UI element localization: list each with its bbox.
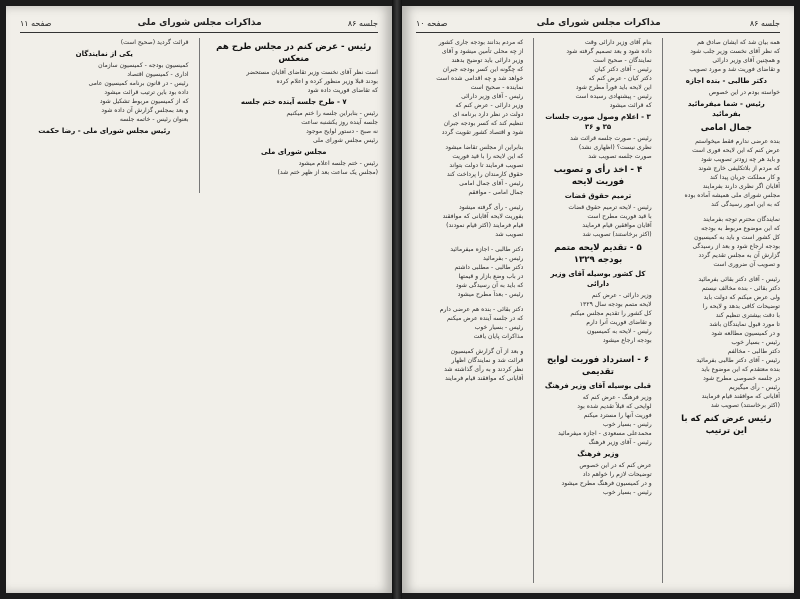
text-line: نه صبح - دستور لوایح موجود bbox=[306, 128, 378, 135]
text-line: رئیس - پیشنهادی رسیده است bbox=[575, 93, 652, 100]
section-subheading: مجلس شورای ملی bbox=[261, 148, 327, 156]
text-line: که نظر آقای نخست وزیر جلب شود bbox=[690, 48, 780, 55]
text-line: قرائت گردید (صحیح است) bbox=[120, 39, 189, 46]
text-line: رئیس - آقای جمال امامی bbox=[459, 180, 524, 187]
text-line: رئیس - صورت جلسه قرائت شد bbox=[570, 135, 652, 142]
text-line: (اکثر برخاستند) تصویب شد bbox=[710, 402, 780, 409]
text-line: که این موضوع مربوط به بودجه bbox=[701, 225, 780, 232]
text-line: وزیر دارائی - عرض کنم bbox=[591, 292, 652, 299]
text-line: رئیس - رأی گرفته میشود bbox=[459, 204, 524, 211]
text-line: حقوق کارمندان را پرداخت کند bbox=[446, 171, 524, 178]
text-line: نمایندگان - صحیح است bbox=[592, 57, 652, 64]
text-line: شود و اقتصاد کشور تقویت گردد bbox=[441, 129, 524, 136]
column-divider bbox=[199, 38, 200, 193]
section-subheading: دکتر طالبی - بنده اجازه bbox=[685, 77, 767, 85]
header-page-label: جلسه ۸۶ bbox=[347, 18, 378, 28]
text-line: بودند قبلا وزیر منظور کرده و اعلام کرده bbox=[276, 78, 378, 85]
right-page-columns bbox=[416, 38, 780, 583]
text-line: وزیر فرهنگ - عرض کنم که bbox=[582, 394, 652, 401]
section-subheading: ۳ - اعلام وصول صورت جلسات ۳۵ و ۳۶ bbox=[545, 113, 651, 131]
text-line: در باب وضع بازار و قیمتها bbox=[458, 273, 524, 280]
text-line: رئیس - بنابراین جلسه را ختم میکنیم bbox=[286, 110, 378, 117]
text-line: تصویب فرمایند تا دولت بتواند bbox=[449, 162, 524, 169]
section-subheading: کل کشور بوسیله آقای وزیر دارائی bbox=[550, 270, 646, 288]
text-line: نماینده - صحیح است bbox=[470, 84, 524, 91]
text-line: محمدعلی مسعودی - اجازه میفرمائید bbox=[557, 430, 652, 437]
text-line: و باید هر چه زودتر تصویب شود bbox=[700, 156, 780, 163]
text-line: رئیس - بسیار خوب bbox=[731, 339, 780, 346]
text-line: داده شود و بعد تصمیم گرفته شود bbox=[566, 48, 652, 55]
text-line: رئیس - بفرمائید bbox=[483, 255, 524, 262]
text-line: قرائت شد و نمایندگان اظهار bbox=[451, 357, 524, 364]
text-line: آقایانی که موافقند قیام فرمایند bbox=[444, 375, 524, 382]
text-line: نمایندگان محترم توجه بفرمایند bbox=[703, 216, 780, 223]
text-line: مذاکرات پایان یافت bbox=[473, 333, 524, 340]
text-line: که قرائت میشود bbox=[609, 102, 652, 109]
text-line: دکتر طالبی - اجازه میفرمائید bbox=[450, 246, 524, 253]
text-line: لوایحی که قبلاً تقدیم شده بود bbox=[577, 403, 652, 410]
text-line: با قید فوریت مطرح است bbox=[587, 213, 652, 220]
text-line: دکتر طالبی - مخالفم bbox=[727, 348, 780, 355]
text-line: عرض کنم که این لایحه فوری است bbox=[692, 147, 780, 154]
text-line: کل کشور را تقدیم مجلس میکنم bbox=[570, 310, 652, 317]
text-line: توضیحات لازم را خواهم داد bbox=[582, 471, 652, 478]
left-page-header bbox=[20, 16, 378, 30]
text-line: که باید به آن رسیدگی شود bbox=[455, 282, 524, 289]
text-line: بنام آقای وزیر دارائی وقت bbox=[584, 39, 652, 46]
section-heading: ۵ - تقدیم لایحه متمم بودجه ۱۳۲۹ bbox=[554, 243, 642, 265]
text-line: و در کمیسیون فرهنگ مطرح میشود bbox=[561, 480, 652, 487]
text-line: بنده معتقدم که این موضوع باید bbox=[701, 366, 780, 373]
text-line: وزیر دارائی باید توضیح بدهند bbox=[451, 57, 524, 64]
text-line: رئیس - در قانون برنامه کمیسیون عامی bbox=[88, 80, 189, 87]
text-line: و بعد از آن گزارش کمیسیون bbox=[450, 348, 524, 355]
text-line: و تصویب آن ضروری است bbox=[713, 261, 780, 268]
text-line: نظری نیست؟ (اظهاری نشد) bbox=[578, 144, 652, 151]
text-line: که چگونه این کسر بودجه جبران bbox=[442, 66, 524, 73]
text-line: مجلس شورای ملی همیشه آماده بوده bbox=[684, 192, 780, 199]
text-line: تنظیم کند که کسر بودجه جبران bbox=[443, 120, 524, 127]
text-line: کمیسیون بودجه - کمیسیون سازمان bbox=[98, 62, 189, 69]
text-line: رئیس - لایحه ترمیم حقوق قضات bbox=[568, 204, 652, 211]
left-page-col-right bbox=[210, 38, 379, 193]
text-line: رئیس - آقای دکتر بقائی بفرمائید bbox=[698, 276, 780, 283]
text-line: لایحه متمم بودجه سال ۱۳۲۹ bbox=[579, 301, 652, 308]
text-line: داده بود باین ترتیب قرائت میشود bbox=[104, 89, 189, 96]
text-line: عرض کنم که در این خصوص bbox=[579, 462, 652, 469]
section-subheading: رئیس - شما میفرمائید بفرمائید bbox=[687, 100, 765, 118]
text-line: بفوریت لایحه آقایانی که موافقند bbox=[442, 213, 524, 220]
section-heading: ۶ - استرداد فوریت لوایح تقدیمی bbox=[546, 355, 650, 377]
text-line: رئیس - بسیار خوب bbox=[474, 324, 524, 331]
text-line: اداری - کمیسیون اقتصاد bbox=[127, 71, 189, 78]
right-page bbox=[402, 6, 794, 593]
section-heading: جمال امامی bbox=[700, 123, 752, 133]
text-line: رئیس - لایحه به کمیسیون bbox=[586, 328, 652, 335]
text-line: آقایان موافقین قیام فرمایند bbox=[582, 222, 652, 229]
text-line: بنابراین از مجلس تقاضا میشود bbox=[445, 144, 524, 151]
left-page bbox=[6, 6, 392, 593]
header-page-label: جلسه ۸۶ bbox=[749, 18, 780, 28]
text-line: دکتر طالبی - مطلبی داشتم bbox=[454, 264, 524, 271]
text-line: که مردم بدانند بودجه جاری کشور bbox=[438, 39, 524, 46]
text-line: صورت جلسه تصویب شد bbox=[588, 153, 652, 160]
text-line: که این لایحه را با قید فوریت bbox=[452, 153, 524, 160]
text-line: وزیر دارائی - عرض کنم که bbox=[455, 102, 524, 109]
text-line: (اکثر برخاستند) تصویب شد bbox=[582, 231, 652, 238]
text-line: جمال امامی - موافقم bbox=[468, 189, 524, 196]
text-line: (مجلس یک ساعت بعد از ظهر ختم شد) bbox=[277, 169, 378, 176]
text-line: رئیس مجلس شورای ملی bbox=[312, 137, 378, 144]
right-page-header bbox=[416, 16, 780, 30]
text-line: بودجه ارجاع میشود bbox=[602, 337, 652, 344]
text-line: و بعد بمجلس گزارش آن داده شود bbox=[101, 107, 189, 114]
text-line: بنده عرضی ندارم فقط میخواستم bbox=[695, 138, 780, 145]
section-subheading: ۷ - طرح جلسه آینده ختم جلسه bbox=[240, 98, 347, 106]
section-heading: رئیس - عرض کنم در مجلس طرح هم منعکس bbox=[216, 42, 372, 64]
text-line: که از کمیسیون مربوط تشکیل شود bbox=[99, 98, 189, 105]
section-heading: ۴ - اخذ رأی و تصویب فوریت لایحه bbox=[553, 165, 643, 187]
text-line: دکتر بقائی - بنده مخالف نیستم bbox=[701, 285, 780, 292]
text-line: تا مورد قبول نمایندگان باشد bbox=[709, 321, 780, 328]
text-line: ولی عرض میکنم که دولت باید bbox=[703, 294, 780, 301]
section-subheading: رئیس مجلس شورای ملی - رضا حکمت bbox=[38, 127, 171, 135]
text-line: توضیحات کافی بدهد و لایحه را bbox=[702, 303, 780, 310]
text-line: رئیس - ختم جلسه اعلام میشود bbox=[298, 160, 378, 167]
text-line: رئیس - بسیار خوب bbox=[602, 489, 652, 496]
text-line: این لایحه باید فوراً مطرح شود bbox=[575, 84, 652, 91]
text-line: با دقت بیشتری تنظیم کند bbox=[715, 312, 780, 319]
column-divider bbox=[533, 38, 534, 583]
text-line: و تقاضای فوریت شد و مورد تصویب bbox=[689, 66, 780, 73]
right-page-col-left bbox=[416, 38, 523, 583]
text-line: رئیس - بعداً مطرح میشود bbox=[457, 291, 524, 298]
left-page-col-left bbox=[20, 38, 189, 193]
text-line: که مردم از بلاتکلیفی خارج شوند bbox=[698, 165, 780, 172]
text-line: همه بیان شد که ایشان صادق هم bbox=[697, 39, 780, 46]
text-line: و تقاضای فوریت آنرا دارم bbox=[586, 319, 652, 326]
column-divider bbox=[662, 38, 663, 583]
text-line: دکتر بقائی - بنده هم عرضی دارم bbox=[439, 306, 524, 313]
paragraph-gap bbox=[544, 345, 651, 351]
text-line: دولت در نظر دارد برنامه ای bbox=[452, 111, 524, 118]
header-rule bbox=[416, 32, 780, 33]
text-line: است نظر آقای نخست وزیر تقاضای آقایان مستحضر bbox=[246, 69, 378, 76]
text-line: که تقاضای فوریت داده شود bbox=[307, 87, 378, 94]
text-line: فوریت آنها را مسترد میکنم bbox=[583, 412, 652, 419]
text-line: خواهد شد و چه اقدامی شده است bbox=[436, 75, 524, 82]
book-gutter bbox=[392, 0, 402, 599]
text-line: و کار مملکت جریان پیدا کند bbox=[709, 174, 780, 181]
text-line: رئیس - آقای دکتر طالبی بفرمائید bbox=[696, 357, 780, 364]
text-line: گزارش آن به مجلس تقدیم گردد bbox=[698, 252, 780, 259]
text-line: قیام فرمایند (اکثر قیام نمودند) bbox=[446, 222, 524, 229]
text-line: بعنوان رئیس - خاتمه جلسه bbox=[119, 116, 189, 123]
section-subheading: یکی از نمایندگان bbox=[75, 50, 133, 58]
text-line: خواسته بودم در این خصوص bbox=[708, 89, 780, 96]
text-line: رئیس - آقای وزیر فرهنگ bbox=[588, 439, 652, 446]
header-title: مذاکرات مجلس شورای ملی bbox=[536, 18, 661, 28]
text-line: و در کمیسیون مطالعه شود bbox=[711, 330, 780, 337]
text-line: رئیس - آقای دکتر کیان bbox=[594, 66, 652, 73]
text-line: آقایانی که موافقند قیام فرمایند bbox=[701, 393, 780, 400]
section-subheading: قبلی بوسیله آقای وزیر فرهنگ bbox=[544, 382, 652, 390]
header-rule bbox=[20, 32, 378, 33]
section-heading: رئیس عرض کنم که با این ترتیب bbox=[681, 414, 772, 436]
text-line: جلسه آینده روز یکشنبه ساعت bbox=[301, 119, 378, 126]
text-line: رئیس - رأی میگیریم bbox=[728, 384, 780, 391]
section-subheading: ترمیم حقوق قضات bbox=[564, 192, 632, 200]
text-line: رئیس - بسیار خوب bbox=[602, 421, 652, 428]
text-line: رئیس - آقای وزیر دارائی bbox=[461, 93, 524, 100]
right-page-col-middle bbox=[544, 38, 651, 583]
text-line: که در جلسه آینده عرض میکنم bbox=[446, 315, 524, 322]
text-line: که به این امور رسیدگی کند bbox=[711, 201, 780, 208]
text-line: بودجه ارجاع شود و بعد از رسیدگی bbox=[692, 243, 780, 250]
text-line: کل کشور است و باید به کمیسیون bbox=[694, 234, 780, 241]
text-line: دکتر کیان - عرض کنم که bbox=[588, 75, 652, 82]
text-line: و همچنین آقای وزیر دارائی bbox=[712, 57, 780, 64]
text-line: نظر کردند و به رأی گذاشته شد bbox=[444, 366, 524, 373]
header-page-number: صفحه ۱۱ bbox=[20, 18, 52, 28]
left-page-columns bbox=[20, 38, 378, 193]
text-line: از چه محلی تأمین میشود و آقای bbox=[441, 48, 524, 55]
right-page-col-right bbox=[673, 38, 780, 583]
header-page-number: صفحه ۱۰ bbox=[416, 18, 448, 28]
text-line: آقایان اگر نظری دارند بفرمایند bbox=[702, 183, 780, 190]
text-line: در جلسه خصوصی مطرح شود bbox=[703, 375, 780, 382]
header-title: مذاکرات مجلس شورای ملی bbox=[137, 18, 262, 28]
text-line: تصویب شد bbox=[495, 231, 524, 238]
section-subheading: وزیر فرهنگ bbox=[577, 450, 619, 458]
